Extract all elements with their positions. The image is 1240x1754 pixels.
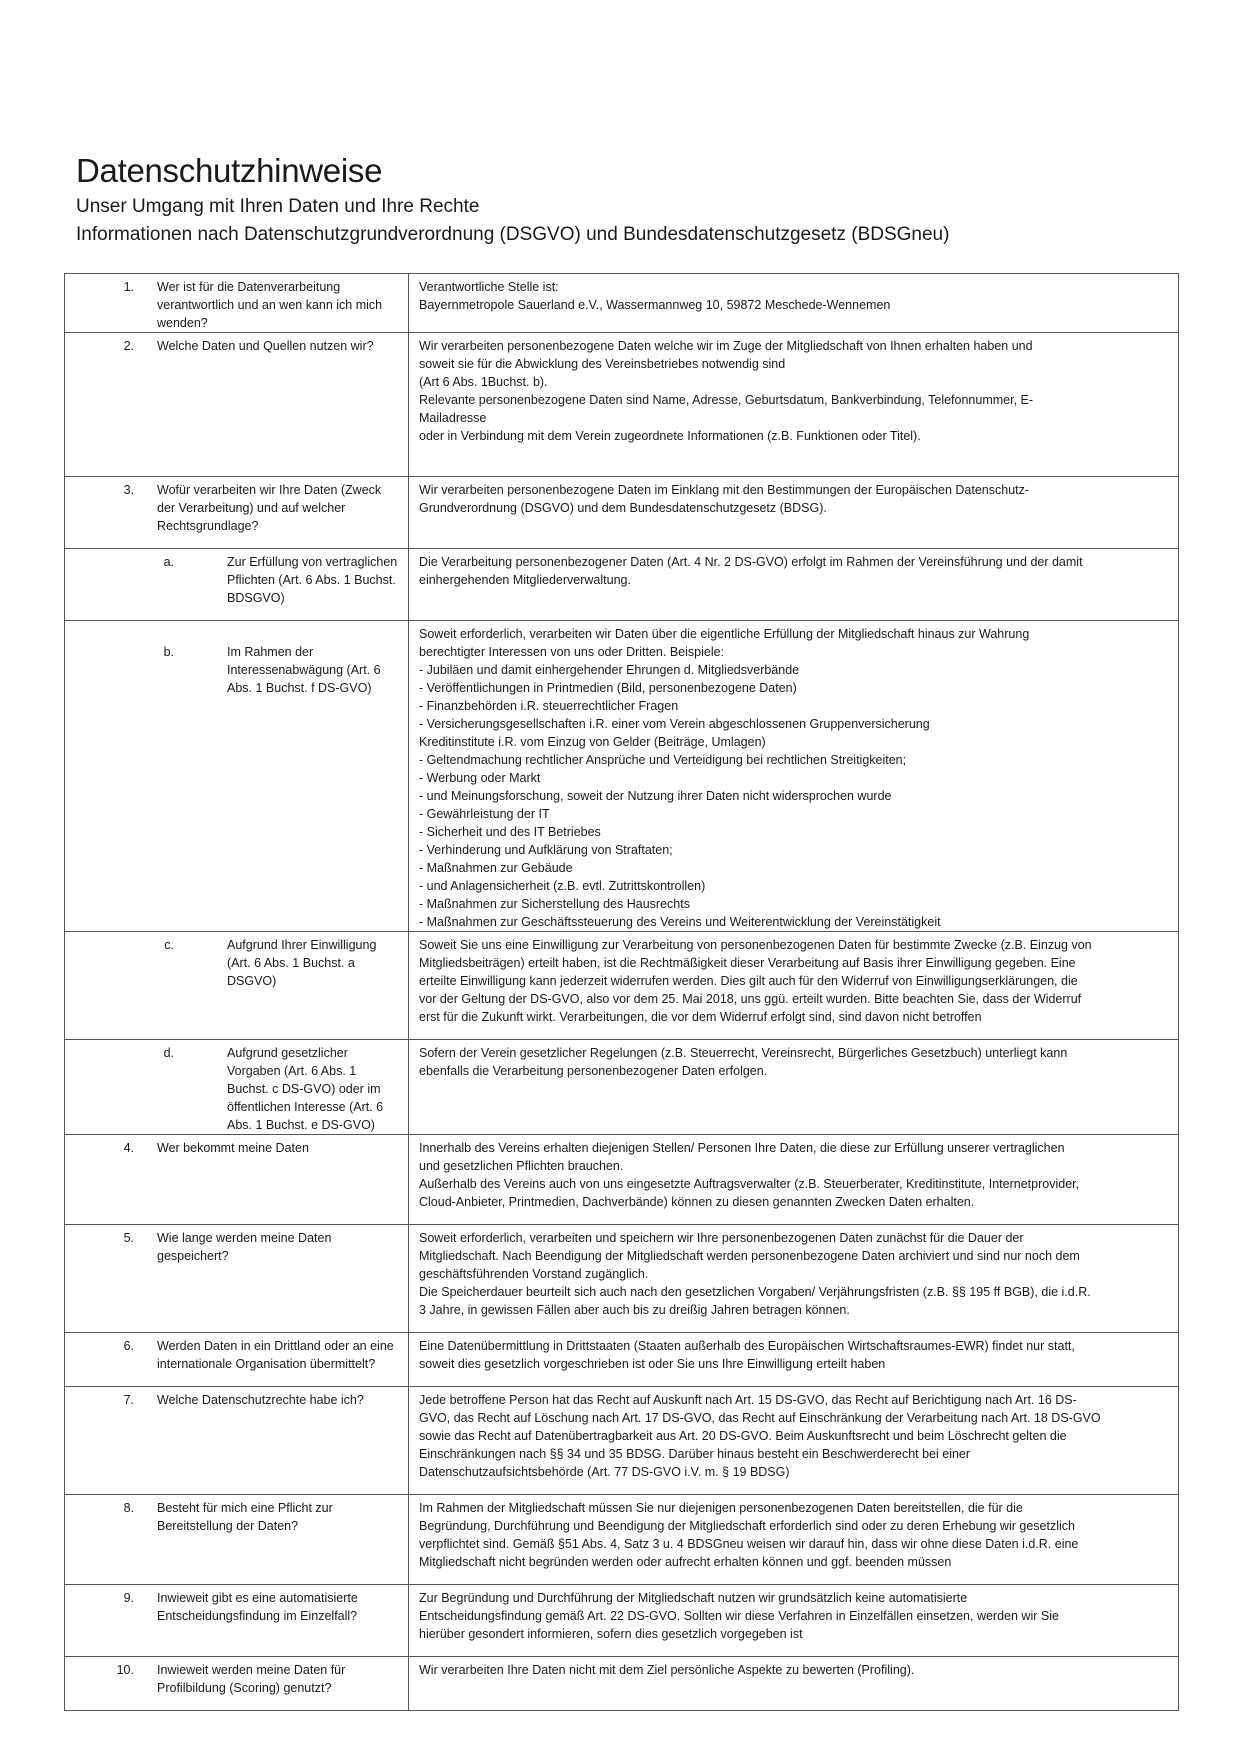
question-cell (65, 1333, 409, 1387)
table-row (65, 1585, 1179, 1657)
answer-line: oder in Verbindung mit dem Verein zugeordnete Informationen (z.B. Funktionen oder Titel). (419, 429, 921, 443)
row-number: 2. (123, 339, 134, 353)
question-cell (65, 1657, 409, 1711)
answer-line: soweit sie für die Abwicklung des Vereinsbetriebes notwendig sind (419, 357, 786, 371)
question-cell (65, 274, 409, 333)
answer-line: - Geltendmachung rechtlicher Ansprüche und Verteidigung bei rechtlichen Streitigkeiten; (419, 753, 907, 767)
question-text: Aufgrund gesetzlicher Vorgaben (Art. 6 Abs. 1 Buchst. c DS-GVO) oder im öffentlichen Interesse (Art. 6 Abs. 1 Buchst. e DS-GVO) (227, 1046, 384, 1132)
answer-line: Jede betroffene Person hat das Recht auf Auskunft nach Art. 15 DS-GVO, das Recht auf Berichtigung nach Art. 16 DS- (419, 1393, 1077, 1407)
question-text: Im Rahmen der Interessenabwägung (Art. 6 Abs. 1 Buchst. f DS-GVO) (227, 645, 381, 695)
answer-line: und gesetzlichen Pflichten brauchen. (419, 1159, 624, 1173)
answer-line: vor der Geltung der DS-GVO, also vor dem 25. Mai 2018, uns ggü. erteilt wurden. Bitte beachten Sie, dass der Widerruf (419, 992, 1082, 1006)
answer-cell (409, 621, 1179, 932)
answer-cell (409, 1387, 1179, 1495)
answer-line: - Gewährleistung der IT (419, 807, 550, 821)
question-text: Inwieweit werden meine Daten für Profilbildung (Scoring) genutzt? (157, 1663, 346, 1695)
answer-line: Soweit Sie uns eine Einwilligung zur Verarbeitung von personenbezogenen Daten für bestimmte Zwecke (z.B. Einzug von (419, 938, 1092, 952)
question-text: Wer ist für die Datenverarbeitung verantwortlich und an wen kann ich mich wenden? (157, 280, 383, 330)
answer-line: Mailadresse (419, 411, 487, 425)
row-number: 7. (123, 1393, 134, 1407)
answer-cell (409, 1135, 1179, 1225)
row-number: 10. (116, 1663, 134, 1677)
answer-line: Im Rahmen der Mitgliedschaft müssen Sie nur diejenigen personenbezogenen Daten bereitstellen, die für die (419, 1501, 1023, 1515)
question-text: Wer bekommt meine Daten (157, 1141, 309, 1155)
answer-line: Grundverordnung (DSGVO) und dem Bundesdatenschutzgesetz (BDSG). (419, 501, 827, 515)
answer-line: - Werbung oder Markt (419, 771, 541, 785)
question-cell (65, 549, 409, 621)
answer-cell (409, 1333, 1179, 1387)
table-row (65, 1495, 1179, 1585)
answer-line: Begründung, Durchführung und Beendigung der Mitgliedschaft erforderlich sind oder zu deren Erhebung wir gesetzlich (419, 1519, 1075, 1533)
answer-line: soweit dies gesetzlich vorgeschrieben ist oder Sie uns Ihre Einwilligung erteilt haben (419, 1357, 886, 1371)
row-number: 8. (123, 1501, 134, 1515)
table-row (65, 1387, 1179, 1495)
answer-line: Soweit erforderlich, verarbeiten und speichern wir Ihre personenbezogenen Daten zunächst für die Dauer der (419, 1231, 1024, 1245)
answer-line: - Finanzbehörden i.R. steuerrechtlicher Fragen (419, 699, 679, 713)
answer-line: Die Verarbeitung personenbezogener Daten (Art. 4 Nr. 2 DS-GVO) erfolgt im Rahmen der Vereinsführung und der damit (419, 555, 1083, 569)
table-row (65, 549, 1179, 621)
question-cell (65, 621, 409, 932)
table-row (65, 1040, 1179, 1135)
answer-cell (409, 274, 1179, 333)
question-cell (65, 1135, 409, 1225)
table-row (65, 274, 1179, 333)
question-text: Besteht für mich eine Pflicht zur Bereitstellung der Daten? (157, 1501, 333, 1533)
answer-cell (409, 1225, 1179, 1333)
table-row (65, 1135, 1179, 1225)
answer-cell (409, 333, 1179, 477)
row-number: b. (163, 645, 174, 659)
answer-line: Die Speicherdauer beurteilt sich auch nach den gesetzlichen Vorgaben/ Verjährungsfristen (z.B. §§ 195 ff BGB), die i.d.R. (419, 1285, 1091, 1299)
answer-line: erst für die Zukunft wirkt. Verarbeitungen, die vor dem Widerruf erfolgt sind, sind davon nicht betroffen (419, 1010, 982, 1024)
answer-line: Relevante personenbezogene Daten sind Name, Adresse, Geburtsdatum, Bankverbindung, Telefonnummer, E- (419, 393, 1034, 407)
question-text: Inwieweit gibt es eine automatisierte Entscheidungsfindung im Einzelfall? (157, 1591, 358, 1623)
row-number: c. (164, 938, 174, 952)
row-number: 3. (123, 483, 134, 497)
question-cell (65, 1040, 409, 1135)
row-number: 1. (123, 280, 134, 294)
answer-line: Bayernmetropole Sauerland e.V., Wassermannweg 10, 59872 Meschede-Wennemen (419, 298, 891, 312)
answer-cell (409, 1040, 1179, 1135)
table-row (65, 1657, 1179, 1711)
question-text: Welche Daten und Quellen nutzen wir? (157, 339, 374, 353)
question-text: Wofür verarbeiten wir Ihre Daten (Zweck der Verarbeitung) und auf welcher Rechtsgrundlage? (157, 483, 382, 533)
table-row (65, 932, 1179, 1040)
page-title: Datenschutzhinweise (76, 152, 383, 189)
answer-line: Wir verarbeiten Ihre Daten nicht mit dem Ziel persönliche Aspekte zu bewerten (Profiling). (419, 1663, 915, 1677)
question-text: Werden Daten in ein Drittland oder an eine internationale Organisation übermittelt? (157, 1339, 394, 1371)
answer-line: Mitgliedschaft nicht begründen werden oder aufrecht erhalten können und ggf. beenden müssen (419, 1555, 952, 1569)
question-text: Welche Datenschutzrechte habe ich? (157, 1393, 364, 1407)
answer-line: Außerhalb des Vereins auch von uns eingesetzte Auftragsverwalter (z.B. Steuerberater, Kreditinstitute, Internetprovider, (419, 1177, 1080, 1191)
answer-line: Eine Datenübermittlung in Drittstaaten (Staaten außerhalb des Europäischen Wirtschaftsraumes-EWR) findet nur statt, (419, 1339, 1075, 1353)
answer-line: berechtigter Interessen von uns oder Dritten. Beispiele: (419, 645, 725, 659)
answer-line: einhergehenden Mitgliederverwaltung. (419, 573, 631, 587)
answer-line: - Sicherheit und des IT Betriebes (419, 825, 601, 839)
answer-line: Wir verarbeiten personenbezogene Daten im Einklang mit den Bestimmungen der Europäischen Datenschutz- (419, 483, 1030, 497)
row-number: a. (163, 555, 174, 569)
question-text: Wie lange werden meine Daten gespeichert? (157, 1231, 332, 1263)
answer-cell (409, 549, 1179, 621)
table-row (65, 333, 1179, 477)
answer-line: Mitgliedsbeiträgen) erteilt haben, ist die Rechtmäßigkeit dieser Verarbeitung auf Basis ihrer Einwilligung gegeben. Eine (419, 956, 1076, 970)
answer-line: - Veröffentlichungen in Printmedien (Bild, personenbezogene Daten) (419, 681, 797, 695)
answer-line: - Maßnahmen zur Gebäude (419, 861, 573, 875)
answer-line: geschäftsführenden Vorstand zugänglich. (419, 1267, 649, 1281)
answer-cell (409, 477, 1179, 549)
row-number: 4. (123, 1141, 134, 1155)
answer-line: - Jubiläen und damit einhergehender Ehrungen d. Mitgliedsverbände (419, 663, 800, 677)
answer-line: hierüber gesondert informieren, sofern dies gesetzlich vorgegeben ist (419, 1627, 803, 1641)
answer-line: Zur Begründung und Durchführung der Mitgliedschaft nutzen wir grundsätzlich keine automatisierte (419, 1591, 968, 1605)
row-number: 6. (123, 1339, 134, 1353)
answer-line: erteilte Einwilligung kann jederzeit widerrufen werden. Dies gilt auch für den Widerruf von Einwilligungserklärungen, die (419, 974, 1078, 988)
table-row (65, 1333, 1179, 1387)
question-cell (65, 477, 409, 549)
answer-line: verpflichtet sind. Gemäß §51 Abs. 4, Satz 3 u. 4 BDSGneu weisen wir darauf hin, dass wir ohne diese Daten i.d.R. eine (419, 1537, 1079, 1551)
answer-line: - Verhinderung und Aufklärung von Straftaten; (419, 843, 673, 857)
question-text: Aufgrund Ihrer Einwilligung (Art. 6 Abs. 1 Buchst. a DSGVO) (227, 938, 377, 988)
table-row (65, 621, 1179, 932)
answer-line: Kreditinstitute i.R. vom Einzug von Gelder (Beiträge, Umlagen) (419, 735, 766, 749)
answer-line: Mitgliedschaft. Nach Beendigung der Mitgliedschaft werden personenbezogene Daten archiviert und sind nur noch dem (419, 1249, 1080, 1263)
answer-cell (409, 1657, 1179, 1711)
answer-line: Sofern der Verein gesetzlicher Regelungen (z.B. Steuerrecht, Vereinsrecht, Bürgerliches Gesetzbuch) unterliegt kann (419, 1046, 1068, 1060)
question-cell (65, 333, 409, 477)
answer-line: GVO, das Recht auf Löschung nach Art. 17 DS-GVO, das Recht auf Einschränkung der Verarbeitung nach Art. 18 DS-GVO (419, 1411, 1101, 1425)
answer-line: - Versicherungsgesellschaften i.R. einer vom Verein abgeschlossenen Gruppenversicherung (419, 717, 930, 731)
answer-line: Entscheidungsfindung gemäß Art. 22 DS-GVO. Sollten wir diese Verfahren in Einzelfällen einsetzen, werden wir Sie (419, 1609, 1059, 1623)
table-row (65, 1225, 1179, 1333)
answer-line: - Maßnahmen zur Sicherstellung des Hausrechts (419, 897, 690, 911)
privacy-info-table (64, 273, 1179, 1711)
answer-line: Soweit erforderlich, verarbeiten wir Daten über die eigentliche Erfüllung der Mitgliedschaft hinaus zur Wahrung (419, 627, 1030, 641)
answer-line: (Art 6 Abs. 1Buchst. b). (419, 375, 548, 389)
page-subtitle-legal: Informationen nach Datenschutzgrundverordnung (DSGVO) und Bundesdatenschutzgesetz (BDSGneu) (76, 224, 950, 245)
answer-cell (409, 1495, 1179, 1585)
question-cell (65, 1495, 409, 1585)
answer-line: Datenschutzaufsichtsbehörde (Art. 77 DS-GVO i.V. m. § 19 BDSG) (419, 1465, 790, 1479)
answer-line: Verantwortliche Stelle ist: (419, 280, 559, 294)
question-text: Zur Erfüllung von vertraglichen Pflichten (Art. 6 Abs. 1 Buchst. BDSGVO) (227, 555, 398, 605)
question-cell (65, 1225, 409, 1333)
answer-line: Einschränkungen nach §§ 34 und 35 BDSG. Darüber hinaus besteht ein Beschwerderecht bei einer (419, 1447, 971, 1461)
question-cell (65, 1585, 409, 1657)
answer-line: 3 Jahre, in gewissen Fällen aber auch bis zu dreißig Jahren betragen können. (419, 1303, 850, 1317)
question-cell (65, 1387, 409, 1495)
row-number: 9. (123, 1591, 134, 1605)
answer-line: Wir verarbeiten personenbezogene Daten welche wir im Zuge der Mitgliedschaft von Ihnen erhalten haben und (419, 339, 1033, 353)
question-cell (65, 932, 409, 1040)
row-number: 5. (123, 1231, 134, 1245)
table-row (65, 477, 1179, 549)
answer-line: ebenfalls die Verarbeitung personenbezogener Daten erfolgen. (419, 1064, 768, 1078)
answer-cell (409, 1585, 1179, 1657)
page-subtitle: Unser Umgang mit Ihren Daten und Ihre Rechte (76, 196, 480, 217)
answer-line: Cloud-Anbieter, Printmedien, Dachverbände) können zu diesen genannten Zwecken Daten erhalten. (419, 1195, 975, 1209)
answer-line: sowie das Recht auf Datenübertragbarkeit aus Art. 20 DS-GVO. Beim Auskunftsrecht und beim Löschrecht gelten die (419, 1429, 1067, 1443)
answer-cell (409, 932, 1179, 1040)
answer-line: - und Anlagensicherheit (z.B. evtl. Zutrittskontrollen) (419, 879, 706, 893)
answer-line: Innerhalb des Vereins erhalten diejenigen Stellen/ Personen Ihre Daten, die diese zur Erfüllung unserer vertraglichen (419, 1141, 1065, 1155)
answer-line: - und Meinungsforschung, soweit der Nutzung ihrer Daten nicht widersprochen wurde (419, 789, 892, 803)
row-number: d. (163, 1046, 174, 1060)
document-header (76, 152, 949, 252)
answer-line: - Maßnahmen zur Geschäftssteuerung des Vereins und Weiterentwicklung der Vereinstätigkeit (419, 915, 941, 929)
